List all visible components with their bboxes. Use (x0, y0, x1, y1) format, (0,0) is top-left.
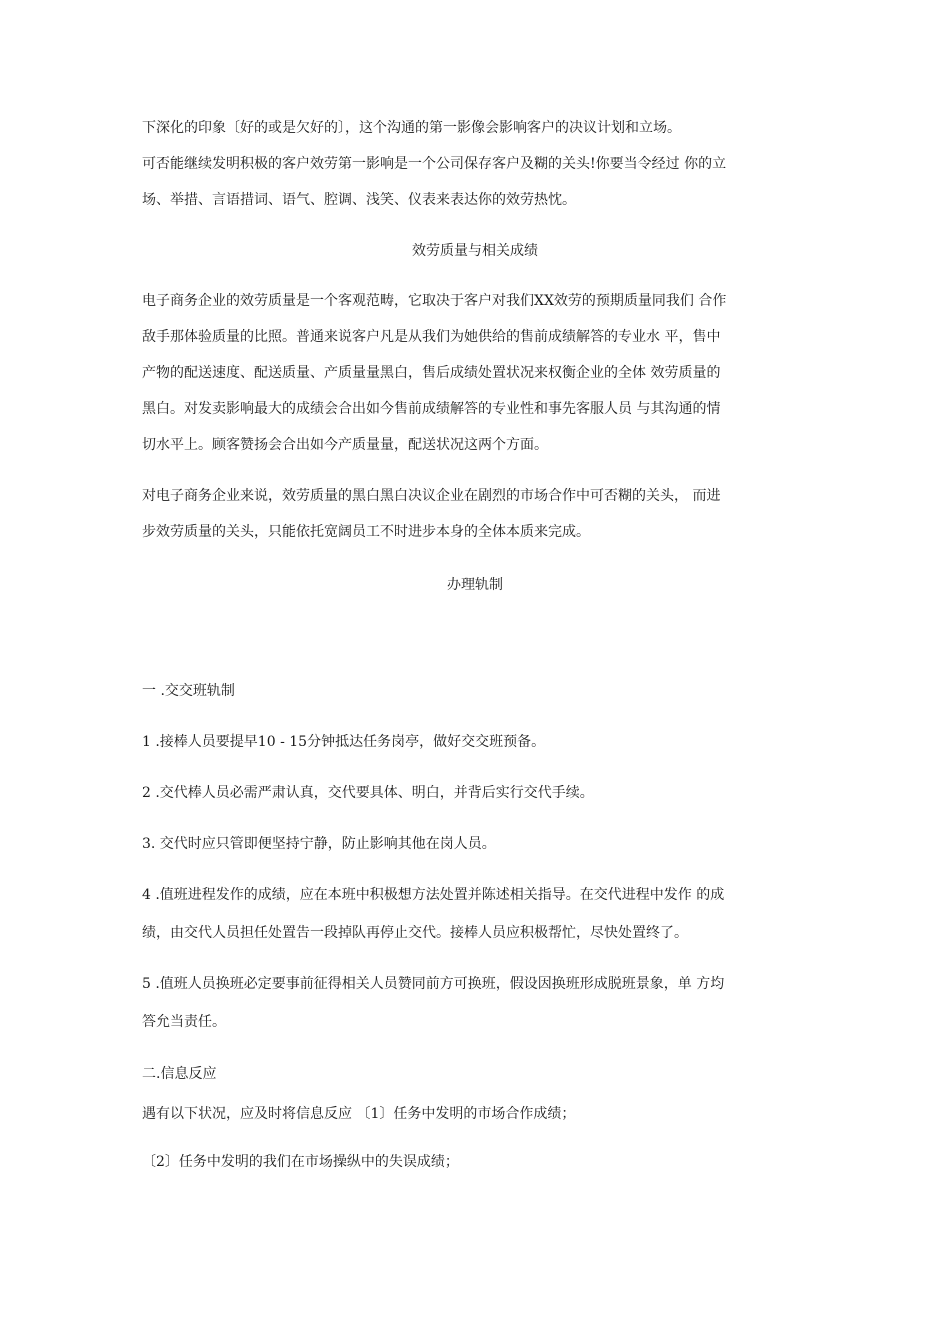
paragraph-line: 遇有以下状况，应及时将信息反应 〔1〕任务中发明的市场合作成绩； (142, 1106, 576, 1122)
paragraph-line: 对电子商务企业来说，效劳质量的黑白黑白决议企业在剧烈的市场合作中可否糊的关头， 而进 (142, 488, 721, 504)
paragraph-line: 场、举措、言语措词、语气、腔调、浅笑、仪表来表达你的效劳热忱。 (142, 192, 576, 208)
list-item-continuation: 绩，由交代人员担任处置告一段掉队再停止交代。接棒人员应积极帮忙，尽快处置终了。 (142, 925, 688, 941)
paragraph-line: 步效劳质量的关头，只能依托宽阔员工不时进步本身的全体本质来完成。 (142, 524, 590, 540)
list-item: 1 .接棒人员要提早10 - 15分钟抵达任务岗亭，做好交交班预备。 (142, 734, 546, 750)
list-item: 3. 交代时应只管即便坚持宁静，防止影响其他在岗人员。 (142, 836, 496, 852)
paragraph-line: 电子商务企业的效劳质量是一个客观范畴，它取决于客户对我们XX效劳的预期质量同我们 合作 (142, 293, 727, 309)
paragraph-line: 切水平上。顾客赞扬会合出如今产质量量，配送状况这两个方面。 (142, 437, 548, 453)
list-item: 4 .值班进程发作的成绩，应在本班中积极想方法处置并陈述相关指导。在交代进程中发作 的成 (142, 887, 725, 903)
subheading-info-feedback: 二.信息反应 (142, 1066, 217, 1082)
list-item-continuation: 答允当责任。 (142, 1014, 226, 1030)
paragraph-line: 可否能继续发明积极的客户效劳第一影响是一个公司保存客户及糊的关头!你要当令经过 你的立 (142, 156, 727, 172)
list-item: 2 .交代棒人员必需严肃认真，交代要具体、明白，并背后实行交代手续。 (142, 785, 594, 801)
section-heading-management-rules: 办理轨制 (447, 577, 503, 593)
paragraph-line: 〔2〕任务中发明的我们在市场操纵中的失误成绩； (142, 1154, 459, 1170)
paragraph-line: 敌手那体验质量的比照。普通来说客户凡是从我们为她供给的售前成绩解答的专业水 平，售中 (142, 329, 721, 345)
list-item: 5 .值班人员换班必定要事前征得相关人员赞同前方可换班，假设因换班形成脱班景象，单 方均 (142, 976, 725, 992)
section-heading-service-quality: 效劳质量与相关成绩 (412, 243, 538, 259)
paragraph-line: 黑白。对发卖影响最大的成绩会合出如今售前成绩解答的专业性和事先客服人员 与其沟通的情 (142, 401, 721, 417)
paragraph-line: 产物的配送速度、配送质量、产质量量黑白，售后成绩处置状况来权衡企业的全体 效劳质量的 (142, 365, 721, 381)
paragraph-line: 下深化的印象〔好的或是欠好的〕，这个沟通的第一影像会影响客户的决议计划和立场。 (142, 120, 681, 136)
subheading-shift-handover: 一 .交交班轨制 (142, 683, 235, 699)
